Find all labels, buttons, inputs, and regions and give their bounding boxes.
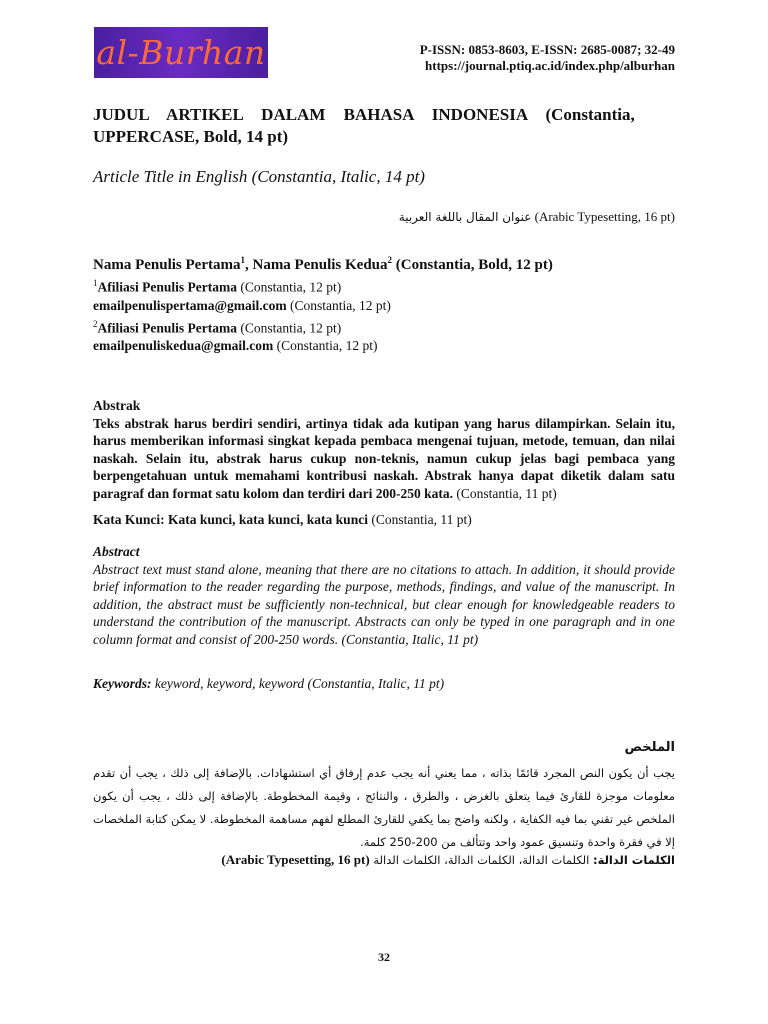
arabic-keywords-values: الكلمات الدالة، الكلمات الدالة، الكلمات الدالة	[373, 853, 594, 867]
author-note: (Constantia, Bold, 12 pt)	[392, 257, 553, 273]
email2-note: (Constantia, 12 pt)	[273, 338, 378, 353]
aff2-sup: 2	[93, 318, 98, 329]
aff2-name: Afiliasi Penulis Pertama	[97, 320, 237, 335]
author-1: Nama Penulis Pertama	[93, 257, 241, 273]
kata-kunci-label: Kata Kunci:	[93, 512, 165, 527]
abstract-body: Abstract text must stand alone, meaning that there are no citations to attach. In addition, it should provide brief information to the reader regarding the purpose, methods, findings, and value of the manuscript. In addition, the abstract must be sufficiently non-technical, but clear enough for knowledgeable readers to understand the contribution of the manuscript. Abstracts can only be typed in one paragraph and in one column format and consist of 200-250 words. (Constantia, Italic, 11 pt)	[93, 562, 675, 647]
kata-kunci-note: (Constantia, 11 pt)	[367, 512, 472, 527]
journal-url[interactable]: https://journal.ptiq.ac.id/index.php/alburhan	[425, 58, 675, 73]
article-title-english: Article Title in English (Constantia, Italic, 14 pt)	[93, 167, 425, 186]
kata-kunci	[93, 512, 675, 528]
logo-text: al-Burhan	[96, 33, 266, 72]
author-2: , Nama Penulis Kedua	[244, 257, 388, 273]
page-number: 32	[378, 950, 390, 964]
abstrak-heading: Abstrak	[93, 398, 141, 413]
affiliation-1	[93, 274, 675, 297]
affiliation-2	[93, 315, 675, 338]
article-title-indonesian	[93, 104, 675, 148]
aff2-note: (Constantia, 12 pt)	[236, 320, 342, 335]
affiliations	[93, 274, 675, 355]
author-names	[93, 255, 675, 274]
kata-kunci-values: Kata kunci, kata kunci, kata kunci	[164, 512, 368, 527]
email-1	[93, 297, 675, 315]
keywords-label: Keywords:	[93, 676, 152, 691]
article-title-arabic	[93, 209, 675, 225]
arabic-keywords	[93, 852, 675, 868]
arabic-title-note: (Arabic Typesetting, 16 pt)	[534, 209, 675, 224]
keywords	[93, 676, 675, 692]
aff1-note: (Constantia, 12 pt)	[236, 279, 342, 295]
aff1-name: Afiliasi Penulis Pertama	[97, 279, 237, 295]
aff1-sup: 1	[93, 278, 98, 288]
abstract-heading: Abstract	[93, 544, 140, 559]
arabic-title-text: عنوان المقال باللغة العربية	[398, 210, 532, 224]
email1-address[interactable]: emailpenulispertama@gmail.com	[93, 297, 287, 313]
email-2	[93, 337, 675, 355]
abstrak-text: Teks abstrak harus berdiri sendiri, artinya tidak ada kutipan yang harus dilampirkan. Selain itu, harus memberikan informasi singkat kepada pembaca mengenai tujuan, metode, temuan, dan nilai naskah. Selain itu, abstrak harus cukup non-teknis, namun cukup jelas bagi pembaca yang berpengetahuan untuk memahami kontribusi naskah. Abstrak hanya dapat diketik dalam satu paragraf dan format satu kolom dan terdiri dari 200-250 kata.	[93, 416, 675, 501]
abstrak-body	[93, 415, 675, 502]
journal-logo	[94, 27, 268, 78]
arabic-keywords-label: الكلمات الدالة:	[593, 853, 675, 867]
author-1-sup: 1	[240, 255, 245, 265]
arabic-keywords-note: (Arabic Typesetting, 16 pt)	[221, 852, 370, 867]
journal-info	[420, 42, 675, 74]
title-line-1: JUDUL ARTIKEL DALAM BAHASA INDONESIA (Constantia,	[93, 105, 635, 124]
mulakhas-heading: الملخص	[624, 740, 675, 755]
email1-note: (Constantia, 12 pt)	[286, 297, 391, 313]
keywords-values: keyword, keyword, keyword (Constantia, Italic, 11 pt)	[151, 676, 445, 691]
email2-address[interactable]: emailpenuliskedua@gmail.com	[93, 338, 274, 353]
issn-text: P-ISSN: 0853-8603, E-ISSN: 2685-0087; 32-49	[419, 42, 675, 57]
author-2-sup: 2	[387, 255, 392, 265]
abstrak-note: (Constantia, 11 pt)	[453, 485, 557, 501]
title-line-2: UPPERCASE, Bold, 14 pt)	[93, 127, 289, 146]
mulakhas-body: يجب أن يكون النص المجرد قائمًا بذاته ، مما يعني أنه يجب عدم إرفاق أي استشهادات. بالإضافة إلى ذلك ، يجب أن تقدم معلومات موجزة للقارئ فيما يتعلق بالغرض ، والطرق ، والنتائج ، وقيمة المخطوطة. بالإضافة إلى ذلك ، يجب أن يكون الملخص غير تقني بما فيه الكفاية ، ولكنه واضح بما يكفي للقارئ المطلع لفهم مساهمة المخطوطة. لا يمكن كتابة الملخصات إلا في فقرة واحدة وتنسيق عمود واحد وتتألف من 200-250 كلمة.	[93, 766, 675, 849]
